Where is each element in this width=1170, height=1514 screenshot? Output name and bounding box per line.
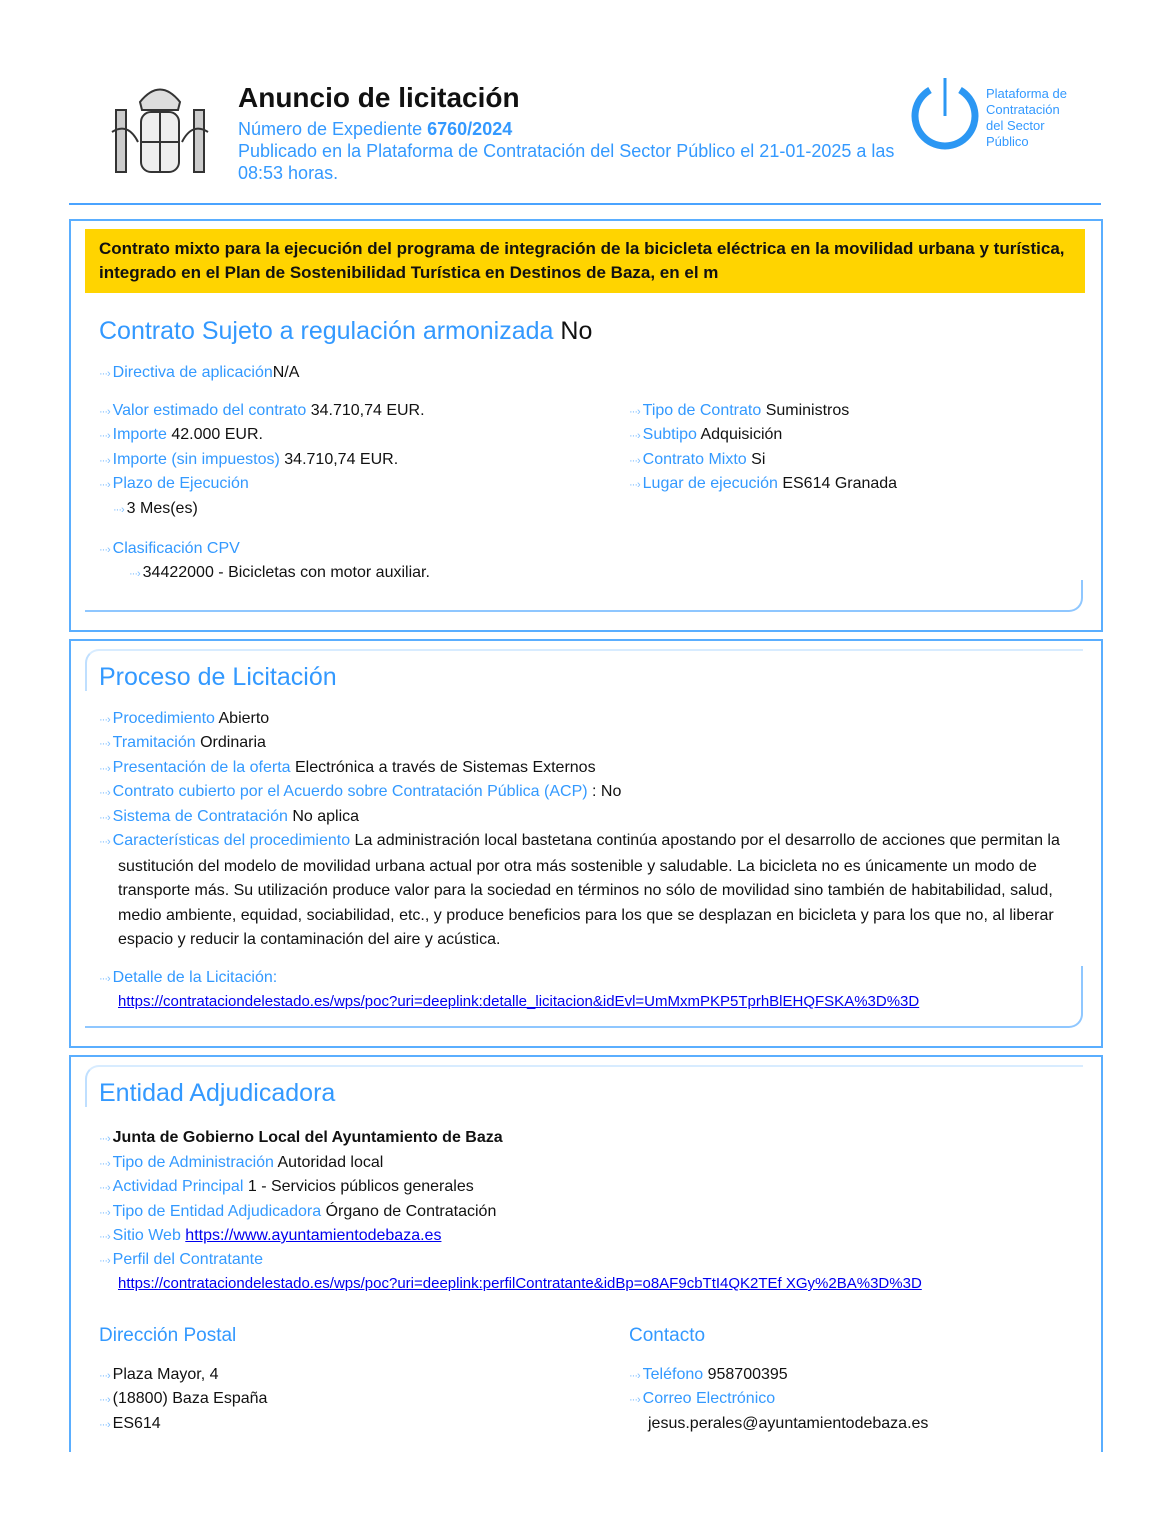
- field-value: Si: [751, 451, 766, 468]
- arrow-bullet-icon: ···›: [99, 1255, 110, 1267]
- direccion-heading: Dirección Postal: [99, 1325, 237, 1346]
- field-value: ES614: [112, 1415, 161, 1432]
- field-value: 34.710,74 EUR.: [284, 451, 399, 468]
- arrow-bullet-icon: ···›: [629, 455, 640, 467]
- entidad-name-row: [99, 1126, 503, 1151]
- power-icon: [908, 76, 983, 156]
- page-title: Anuncio de licitación: [238, 82, 520, 113]
- arrow-bullet-icon: ···›: [99, 973, 110, 985]
- field-label: Perfil del Contratante: [112, 1251, 263, 1268]
- field-value: Suministros: [765, 402, 850, 419]
- field-label: Actividad Principal: [112, 1178, 244, 1195]
- lugar-row: [629, 472, 897, 497]
- header-divider: [69, 203, 1101, 205]
- tipo-contrato-row: [629, 399, 849, 424]
- entidad-section: [69, 1055, 1103, 1452]
- arrow-bullet-icon: ···›: [99, 430, 110, 442]
- field-value: Autoridad local: [277, 1154, 384, 1171]
- field-label: Presentación de la oferta: [112, 759, 291, 776]
- acp-row: [99, 780, 621, 805]
- plazo-row: [99, 472, 249, 497]
- field-label: Valor estimado del contrato: [112, 402, 307, 419]
- tipo-entidad-row: [99, 1200, 496, 1225]
- sitio-web-row: [99, 1224, 441, 1249]
- correo-value: jesus.perales@ayuntamientodebaza.es: [648, 1415, 929, 1432]
- field-value: La administración local bastetana continúa apostando por el desarrollo de acciones que permitan la sustitución del modelo de movilidad urbana actual por otra más sostenible y saludable. La bicicleta no es únicamente un modo de transporte más. Su utilización produce valor para la sociedad en términos no sólo de movilidad sino también de habitabilidad, salud, medio ambiente, equidad, sociabilidad, etc., y produce beneficios para los que se desplazan en bicicleta y para los que no, al liberar espacio y reducir la contaminación del aire y acústica.: [118, 832, 1060, 948]
- correo-label: [629, 1387, 775, 1412]
- field-value: Electrónica a través de Sistemas Externos: [295, 759, 596, 776]
- field-label: Tipo de Contrato: [642, 402, 762, 419]
- field-value: Órgano de Contratación: [325, 1203, 497, 1220]
- arrow-bullet-icon: ···›: [629, 406, 640, 418]
- field-label: Procedimiento: [112, 710, 215, 727]
- contract-section: [69, 219, 1103, 632]
- field-label: Tipo de Administración: [112, 1154, 274, 1171]
- field-label: Detalle de la Licitación:: [112, 969, 278, 986]
- directiva-row: [99, 361, 299, 386]
- importe-sin-impuestos-row: [99, 448, 398, 473]
- field-value: Abierto: [218, 710, 270, 727]
- actividad-row: [99, 1175, 474, 1200]
- field-value: 34.710,74 EUR.: [310, 402, 425, 419]
- arrow-bullet-icon: ···›: [99, 738, 110, 750]
- field-label: Clasificación CPV: [112, 540, 240, 557]
- tipo-admin-row: [99, 1151, 383, 1176]
- expediente-label: Número de Expediente: [238, 119, 423, 139]
- arrow-bullet-icon: ···›: [99, 1133, 110, 1145]
- field-label: Sitio Web: [112, 1227, 181, 1244]
- field-value: Junta de Gobierno Local del Ayuntamiento de Baza: [112, 1129, 503, 1146]
- field-value: Adquisición: [700, 426, 783, 443]
- field-label: Teléfono: [642, 1366, 704, 1383]
- field-value: Plaza Mayor, 4: [112, 1366, 219, 1383]
- field-label: Importe (sin impuestos): [112, 451, 280, 468]
- contrato-mixto-row: [629, 448, 765, 473]
- platform-logo: Plataforma de Contratación del Sector Público: [908, 76, 1078, 156]
- field-value: (18800) Baza España: [112, 1390, 268, 1407]
- coat-of-arms-logo: [108, 72, 213, 182]
- field-value: : No: [592, 783, 622, 800]
- decorative-border: [85, 966, 1083, 1028]
- field-value: ES614 Granada: [782, 475, 898, 492]
- header: [108, 72, 1098, 187]
- arrow-bullet-icon: ···›: [99, 1419, 110, 1431]
- perfil-label: [99, 1248, 263, 1273]
- field-label: Subtipo: [642, 426, 697, 443]
- arrow-bullet-icon: ···›: [99, 368, 110, 380]
- telefono-row: [629, 1363, 788, 1388]
- field-value: 42.000 EUR.: [171, 426, 263, 443]
- detalle-link[interactable]: https://contrataciondelestado.es/wps/poc?uri=deeplink:detalle_licitacion&idEvl=UmMxmPKP5TprhBlEHQFSKA%3D%3D: [118, 993, 920, 1010]
- arrow-bullet-icon: ···›: [99, 479, 110, 491]
- direccion-line: [99, 1363, 218, 1388]
- armonizada-heading: Contrato Sujeto a regulación armonizada No: [99, 317, 593, 345]
- arrow-bullet-icon: ···›: [99, 1182, 110, 1194]
- perfil-link[interactable]: https://contrataciondelestado.es/wps/poc?uri=deeplink:perfilContratante&idBp=o8AF9cbTtI4QK2TEf XGy%2BA%3D%3D: [118, 1275, 922, 1292]
- published-info: Publicado en la Plataforma de Contratación del Sector Público el 21-01-2025 a las 08:53 horas.: [238, 141, 895, 183]
- arrow-bullet-icon: ···›: [99, 787, 110, 799]
- arrow-bullet-icon: ···›: [99, 812, 110, 824]
- plazo-value: [113, 497, 198, 522]
- expediente-number: 6760/2024: [427, 119, 513, 139]
- arrow-bullet-icon: ···›: [99, 406, 110, 418]
- direccion-line: [99, 1412, 161, 1437]
- arrow-bullet-icon: ···›: [99, 1394, 110, 1406]
- proceso-heading: Proceso de Licitación: [99, 663, 337, 691]
- contacto-heading: Contacto: [629, 1325, 706, 1346]
- field-label: Tipo de Entidad Adjudicadora: [112, 1203, 322, 1220]
- arrow-bullet-icon: ···›: [99, 455, 110, 467]
- arrow-bullet-icon: ···›: [629, 430, 640, 442]
- arrow-bullet-icon: ···›: [629, 1370, 640, 1382]
- field-value: No aplica: [292, 808, 360, 825]
- field-label: Características del procedimiento: [112, 832, 351, 849]
- field-label: Tramitación: [112, 734, 196, 751]
- caracteristicas-row: [99, 829, 1089, 953]
- presentacion-row: [99, 756, 596, 781]
- arrow-bullet-icon: ···›: [99, 1158, 110, 1170]
- field-label: Sistema de Contratación: [112, 808, 288, 825]
- field-value: 1 - Servicios públicos generales: [247, 1178, 474, 1195]
- field-value: 958700395: [707, 1366, 788, 1383]
- arrow-bullet-icon: ···›: [99, 544, 110, 556]
- direccion-line: [99, 1387, 267, 1412]
- field-label: Contrato Mixto: [642, 451, 747, 468]
- entidad-heading: Entidad Adjudicadora: [99, 1079, 336, 1107]
- field-value: N/A: [272, 364, 300, 381]
- arrow-bullet-icon: ···›: [99, 1231, 110, 1243]
- field-label: Lugar de ejecución: [642, 475, 778, 492]
- cpv-label: [99, 537, 240, 562]
- field-label: Importe: [112, 426, 167, 443]
- proceso-section: [69, 639, 1103, 1048]
- arrow-bullet-icon: ···›: [99, 1370, 110, 1382]
- field-label: Contrato cubierto por el Acuerdo sobre Contratación Pública (ACP): [112, 783, 588, 800]
- importe-row: [99, 423, 263, 448]
- arrow-bullet-icon: ···›: [113, 504, 124, 516]
- arrow-bullet-icon: ···›: [629, 1394, 640, 1406]
- arrow-bullet-icon: ···›: [99, 763, 110, 775]
- decorative-border: [85, 580, 1083, 612]
- arrow-bullet-icon: ···›: [629, 479, 640, 491]
- field-label: Correo Electrónico: [642, 1390, 776, 1407]
- sistema-row: [99, 805, 359, 830]
- field-value: 3 Mes(es): [126, 500, 198, 517]
- field-label: Directiva de aplicación: [112, 364, 273, 381]
- procedimiento-row: [99, 707, 269, 732]
- contract-title: Contrato mixto para la ejecución del programa de integración de la bicicleta eléctrica en la movilidad urbana y turística, integrado en el Plan de Sostenibilidad Turística en Destinos de Baza, en el m: [85, 229, 1085, 293]
- arrow-bullet-icon: ···›: [99, 1207, 110, 1219]
- field-value: 34422000 - Bicicletas con motor auxiliar.: [142, 564, 430, 581]
- arrow-bullet-icon: ···›: [99, 714, 110, 726]
- tramitacion-row: [99, 731, 266, 756]
- arrow-bullet-icon: ···›: [99, 836, 110, 848]
- field-label: Plazo de Ejecución: [112, 475, 249, 492]
- subtipo-row: [629, 423, 782, 448]
- arrow-bullet-icon: ···›: [129, 568, 140, 580]
- sitio-web-link[interactable]: https://www.ayuntamientodebaza.es: [185, 1227, 442, 1244]
- valor-estimado-row: [99, 399, 425, 424]
- field-value: Ordinaria: [200, 734, 266, 751]
